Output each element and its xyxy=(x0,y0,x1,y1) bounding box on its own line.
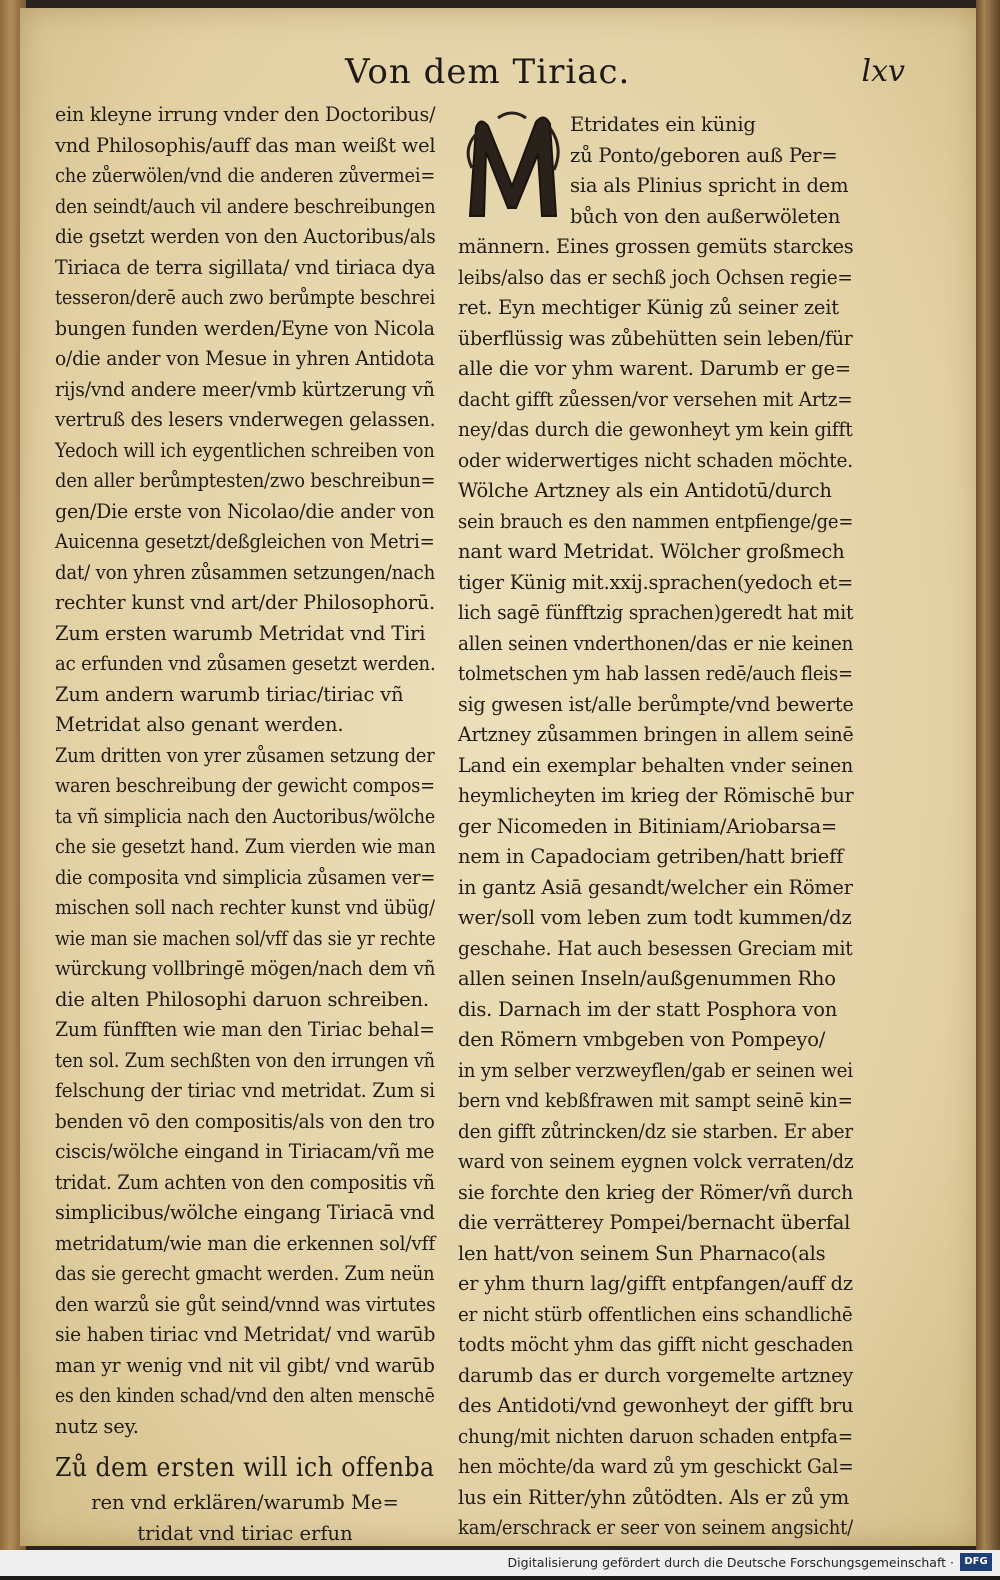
text-line: dacht gifft zůessen/vor versehen mit Artz= xyxy=(458,387,853,411)
text-line: Metridat also genant werden. xyxy=(55,713,344,736)
text-line: tesseron/derē auch zwo berůmpte beschrei xyxy=(55,286,436,309)
text-line: geschahe. Hat auch besessen Greciam mit xyxy=(458,936,853,960)
text-line: nant ward Metridat. Wölcher großmech xyxy=(458,540,845,563)
page-edge xyxy=(976,0,1000,1560)
text-line: Tiriaca de terra sigillata/ vnd tiriaca dya xyxy=(55,255,436,279)
text-line: sig gwesen ist/alle berůmpte/vnd bewerte xyxy=(458,692,854,716)
text-line: sia als Plinius spricht in dem xyxy=(570,174,849,197)
text-line: in ym selber verzweyflen/gab er seinen wei xyxy=(458,1058,853,1082)
text-line: den seindt/auch vil andere beschreibungen xyxy=(55,194,436,218)
text-line: den warzů sie gůt seind/vnnd was virtutes xyxy=(55,1292,436,1316)
text-line: würckung vollbringē mögen/nach dem vñ xyxy=(55,957,436,980)
subheading-line: tridat vnd tiriac erfun xyxy=(137,1521,353,1545)
text-line: bungen funden werden/Eyne von Nicola xyxy=(55,316,435,340)
text-line: dat/ von yhren zůsammen setzungen/nach xyxy=(55,560,436,584)
text-line: mischen soll nach rechter kunst vnd übüg/ xyxy=(55,896,435,919)
text-line: den gifft zůtrincken/dz sie starben. Er aber xyxy=(458,1119,853,1143)
text-line: Artzney zůsammen bringen in allem seinē xyxy=(458,723,854,746)
text-line: das sie gerecht gmacht werden. Zum neün xyxy=(55,1262,435,1285)
text-line: vnd Philosophis/auff das man weißt wel xyxy=(55,133,436,157)
text-line: Zum fünfften wie man den Tiriac behal= xyxy=(55,1018,435,1041)
text-line: überflüssig was zůbehütten sein leben/für xyxy=(458,326,853,350)
text-line: gen/Die erste von Nicolao/die ander von xyxy=(55,499,435,523)
text-line: ten sol. Zum sechßten von den irrungen vñ xyxy=(55,1048,435,1072)
initial-letter: M xyxy=(511,178,513,179)
text-line: es den kinden schad/vnd den alten menschē xyxy=(55,1384,435,1407)
text-line: die alten Philosophi daruon schreiben. xyxy=(55,987,429,1011)
section-heading: Zů dem ersten will ich offenba xyxy=(55,1453,435,1483)
text-line: in gantz Asiā gesandt/welcher ein Römer xyxy=(458,875,853,899)
text-line: leibs/also das er sechß joch Ochsen regie= xyxy=(458,265,853,289)
text-line: ac erfunden vnd zůsamen gesetzt werden. xyxy=(55,652,436,675)
text-line: er nicht stürb offentlichen eins schandlichē xyxy=(458,1302,853,1326)
text-line: hen möchte/da ward zů ym geschickt Gal= xyxy=(458,1455,854,1478)
footer-credit: Digitalisierung gefördert durch die Deutsche Forschungsgemeinschaft · xyxy=(507,1555,954,1570)
text-line: sie forchte den krieg der Römer/vñ durch xyxy=(458,1180,854,1204)
text-line: simplicibus/wölche eingang Tiriacā vnd xyxy=(55,1201,435,1224)
text-line: Zum ersten warumb Metridat vnd Tiri xyxy=(55,621,426,645)
text-line: sein brauch es den nammen entpfienge/ge= xyxy=(458,509,854,533)
text-line: alle die vor yhm warent. Darumb er ge= xyxy=(458,357,851,380)
text-line: Auicenna gesetzt/deßgleichen von Metri= xyxy=(55,530,435,553)
text-line: waren beschreibung der gewicht compos= xyxy=(55,774,435,797)
text-line: wie man sie machen sol/vff das sie yr rechte xyxy=(55,926,436,950)
text-line: er yhm thurn lag/gifft entpfangen/auff dz xyxy=(458,1272,853,1295)
text-line: tolmetschen ym hab lassen redē/auch fleis= xyxy=(458,662,853,685)
text-line: männern. Eines grossen gemüts starckes xyxy=(458,235,854,258)
right-column xyxy=(458,110,853,1544)
running-title: Von dem Tiriac. xyxy=(345,52,631,92)
text-line: den aller berůmptesten/zwo beschreibun= xyxy=(55,469,436,492)
text-line: chung/mit nichten daruon schaden entpfa= xyxy=(458,1424,853,1448)
text-line: die gsetzt werden von den Auctoribus/als xyxy=(55,225,436,248)
text-line: den Römern vmbgeben von Pompeyo/ xyxy=(458,1028,826,1051)
text-line: lich sagē fünfftzig sprachen)geredt hat mit xyxy=(458,601,854,624)
text-line: tridat. Zum achten von den compositis vñ xyxy=(55,1170,435,1194)
text-line: felschung der tiriac vnd metridat. Zum si xyxy=(55,1079,435,1102)
text-line: lus ein Ritter/yhn zůtödten. Als er zů ym xyxy=(458,1485,850,1509)
text-line: Zum dritten von yrer zůsamen setzung der xyxy=(55,743,435,767)
text-line: metridatum/wie man die erkennen sol/vff xyxy=(55,1231,435,1255)
text-line: ein kleyne irrung vnder den Doctoribus/ xyxy=(55,103,436,126)
text-line: bern vnd kebßfrawen mit sampt seinē kin= xyxy=(458,1089,853,1112)
text-line: bůch von den außerwöleten xyxy=(570,204,841,228)
text-line: allen seinen Inseln/außgenummen Rho xyxy=(458,967,836,990)
text-line: zů Ponto/geboren auß Per= xyxy=(570,143,838,167)
text-line: ta vñ simplicia nach den Auctoribus/wölche xyxy=(55,804,436,828)
text-line: dis. Darnach im der statt Posphora von xyxy=(458,997,838,1021)
text-line: Wölche Artzney als ein Antidotū/durch xyxy=(458,479,832,502)
text-line: oder widerwertiges nicht schaden möchte. xyxy=(458,448,853,472)
text-line: rechter kunst vnd art/der Philosophorū. xyxy=(55,591,435,614)
text-line: che zůerwölen/vnd die anderen zůvermei= xyxy=(55,164,436,187)
text-line: die composita vnd simplicia zůsamen ver= xyxy=(55,865,436,889)
text-line: ward von seinem eygnen volck verraten/dz xyxy=(458,1150,854,1173)
text-line: allen seinen vnderthonen/das er nie keinen xyxy=(458,631,854,655)
text-line: benden vō den compositis/als von den tro xyxy=(55,1109,435,1133)
text-line: ciscis/wölche eingand in Tiriacam/vñ me xyxy=(55,1140,435,1163)
text-line: rijs/vnd andere meer/vmb kürtzerung vñ xyxy=(55,377,435,401)
text-line: nutz sey. xyxy=(55,1414,139,1438)
text-line: man yr wenig vnd nit vil gibt/ vnd warūb xyxy=(55,1353,435,1377)
text-line: ney/das durch die gewonheyt ym kein gifft xyxy=(458,418,853,441)
text-line: Land ein exemplar behalten vnder seinen xyxy=(458,753,854,777)
left-column xyxy=(55,100,435,1580)
text-line: tiger Künig mit.xxij.sprachen(yedoch et= xyxy=(458,570,854,594)
text-line: todts möcht yhm das gifft nicht geschaden xyxy=(458,1333,854,1356)
text-line: ret. Eyn mechtiger Künig zů seiner zeit xyxy=(458,296,839,319)
text-line: des Antidoti/vnd gewonheyt der gifft bru xyxy=(458,1394,854,1417)
text-line: ger Nicomeden in Bitiniam/Ariobarsa= xyxy=(458,814,838,838)
left-column-text xyxy=(55,100,435,1442)
dfg-logo: DFG xyxy=(960,1553,992,1571)
subheading-line: ren vnd erklären/warumb Me= xyxy=(91,1491,399,1514)
text-line: kam/erschrack er seer von seinem angsicht/ xyxy=(458,1516,854,1539)
text-line: nem in Capadociam getriben/hatt brieff xyxy=(458,845,844,868)
text-line: Yedoch will ich eygentlichen schreiben von xyxy=(55,438,435,462)
page-header xyxy=(345,52,905,96)
text-line: len hatt/von seinem Sun Pharnaco(als xyxy=(458,1241,826,1265)
text-line: Zum andern warumb tiriac/tiriac vñ xyxy=(55,682,404,706)
folio-number: lxv xyxy=(861,54,905,89)
text-line: darumb das er durch vorgemelte artzney xyxy=(458,1363,854,1387)
text-line: Etridates ein künig xyxy=(570,113,756,136)
text-line: heymlicheyten im krieg der Römischē bur xyxy=(458,784,854,807)
text-line: vertruß des lesers vnderwegen gelassen. xyxy=(55,408,436,431)
text-line: che sie gesetzt hand. Zum vierden wie man xyxy=(55,835,436,858)
text-line: wer/soll vom leben zum todt kummen/dz xyxy=(458,906,852,929)
right-column-text xyxy=(458,110,853,1544)
text-line: o/die ander von Mesue in yhren Antidota xyxy=(55,347,435,370)
text-line: sie haben tiriac vnd Metridat/ vnd warūb xyxy=(55,1323,436,1346)
text-line: die verrätterey Pompei/bernacht überfal xyxy=(458,1211,851,1234)
